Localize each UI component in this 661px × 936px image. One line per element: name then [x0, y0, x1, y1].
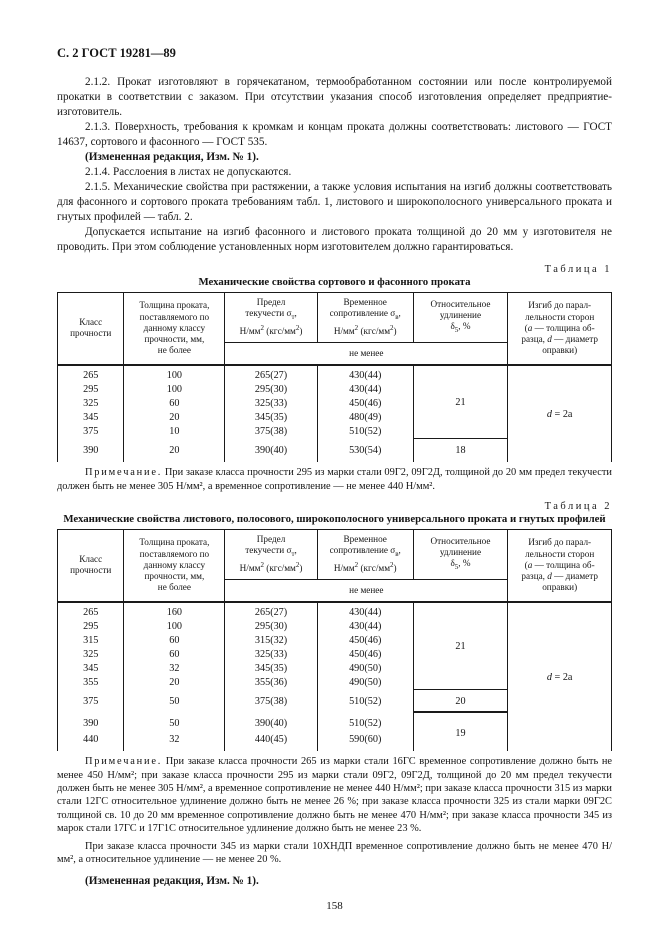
table2 [57, 529, 612, 751]
table-cell: 440 [58, 733, 124, 751]
col-header-not-less: не менее [225, 579, 508, 602]
table-cell-elongation: 20 [413, 690, 508, 713]
table-cell: 265 [58, 602, 124, 620]
table-cell: 530(54) [317, 439, 413, 463]
table-cell: 50 [124, 690, 225, 713]
col-header-not-less: не менее [225, 342, 508, 365]
table-cell: 265(27) [225, 602, 318, 620]
table-cell: 100 [124, 383, 225, 397]
table-cell: 375(38) [225, 690, 318, 713]
col-header-tensile-strength: Временное сопротивление $\sigma_в$, $Н/мм^2$ $(кгс/мм^2)$ [317, 530, 413, 580]
table-cell: 295 [58, 620, 124, 634]
table-cell: 295 [58, 383, 124, 397]
table-cell: 60 [124, 397, 225, 411]
table-cell: 60 [124, 648, 225, 662]
table-cell: 10 [124, 425, 225, 439]
table-cell: 295(30) [225, 620, 318, 634]
table-cell: 325 [58, 397, 124, 411]
col-header-thickness: Толщина проката, поставляемого по данному классу прочности, мм, не более [124, 293, 225, 365]
col-header-elongation: Относительное удлинение $\delta_5$, % [413, 293, 508, 343]
table-cell: 430(44) [317, 602, 413, 620]
table-cell: 430(44) [317, 383, 413, 397]
table-cell: 100 [124, 620, 225, 634]
table1-title: Механические свойства сортового и фасонного проката [198, 276, 471, 288]
paragraph-2-1-4: 2.1.4. Расслоения в листах не допускаются. [85, 166, 292, 178]
table-cell: 345(35) [225, 411, 318, 425]
table-cell: 430(44) [317, 620, 413, 634]
table-cell-elongation: 18 [413, 439, 508, 463]
table-cell: 590(60) [317, 733, 413, 751]
table-cell: 450(46) [317, 634, 413, 648]
table-cell: 20 [124, 411, 225, 425]
table2-label: Таблица 2 [544, 501, 612, 513]
table-cell: 450(46) [317, 648, 413, 662]
note-label: Примечание. [85, 467, 163, 479]
table-cell: 20 [124, 439, 225, 463]
table-cell-bend: d = 2a [508, 365, 612, 463]
table-cell: 60 [124, 634, 225, 648]
table-cell: 355 [58, 676, 124, 690]
table-cell: 510(52) [317, 425, 413, 439]
table-cell: 390(40) [225, 712, 318, 733]
table-cell-bend: d = 2a [508, 602, 612, 752]
table-cell: 20 [124, 676, 225, 690]
col-header-yield-strength: Предел текучести $\sigma_т$, $Н/мм^2$ $(кгс/мм^2)$ [225, 530, 318, 580]
table-cell-elongation: 19 [413, 712, 508, 751]
table2-note [57, 755, 612, 835]
table-cell: 480(49) [317, 411, 413, 425]
table1-note [57, 466, 612, 493]
table-cell-elongation: 21 [413, 602, 508, 690]
table-cell: 440(45) [225, 733, 318, 751]
col-header-bend: Изгиб до парал- лельности сторон (a — толщина об- разца, d — диаметр оправки) [508, 293, 612, 365]
table-cell-elongation: 21 [413, 365, 508, 439]
table-cell: 345(35) [225, 662, 318, 676]
table-cell: 265 [58, 365, 124, 383]
paragraph-2-1-2: 2.1.2. Прокат изготовляют в горячекатаном, термообработанном состоянии или после контролируемой прокатки в соответствии с заказом. При отсутствии указания способ изготовления определяет предприятие-изготовитель. [57, 76, 612, 118]
table-cell: 450(46) [317, 397, 413, 411]
table-cell: 32 [124, 662, 225, 676]
table-cell: 375 [58, 425, 124, 439]
amended-note-1: (Измененная редакция, Изм. № 1). [85, 151, 259, 163]
table-cell: 510(52) [317, 712, 413, 733]
table-row [58, 602, 612, 620]
table-cell: 325(33) [225, 648, 318, 662]
page-number: 158 [326, 900, 343, 913]
table-cell: 355(36) [225, 676, 318, 690]
page-header: С. 2 ГОСТ 19281—89 [57, 46, 176, 60]
table-cell: 160 [124, 602, 225, 620]
paragraph-2-1-5: 2.1.5. Механические свойства при растяжении, а также условия испытания на изгиб должны соответствовать для фасонного и сортового проката требованиям табл. 1, листового и широкополосного универсального проката и гнутых профилей — табл. 2. [57, 181, 612, 223]
col-header-bend: Изгиб до парал- лельности сторон (a — толщина об- разца, d — диаметр оправки) [508, 530, 612, 602]
col-header-strength-class: Класс прочности [58, 530, 124, 602]
paragraph-bend-allow: Допускается испытание на изгиб фасонного и листового проката толщиной до 20 мм у изготовителя не проводить. При этом соблюдение установленных норм изготовителем должно гарантироваться. [57, 226, 612, 253]
table-cell: 315 [58, 634, 124, 648]
col-header-thickness: Толщина проката, поставляемого по данному классу прочности, мм, не более [124, 530, 225, 602]
table-cell: 265(27) [225, 365, 318, 383]
table-cell: 375 [58, 690, 124, 713]
table-cell: 390 [58, 439, 124, 463]
table-cell: 325 [58, 648, 124, 662]
table-cell: 490(50) [317, 676, 413, 690]
col-header-strength-class: Класс прочности [58, 293, 124, 365]
table2-note-2: При заказе класса прочности 345 из марки стали 10ХНДП временное сопротивление должно быть не менее 470 Н/мм², а относительное удлинение — не менее 20 %. [57, 840, 612, 866]
table-cell: 375(38) [225, 425, 318, 439]
table-cell: 325(33) [225, 397, 318, 411]
amended-note-2: (Измененная редакция, Изм. № 1). [85, 875, 259, 888]
table-cell: 100 [124, 365, 225, 383]
note-text: При заказе класса прочности 265 из марки стали 16ГС временное сопротивление должно быть не менее 450 Н/мм²; при заказе класса прочности 295 из марки стали 09Г2, 09Г2Д, толщиной до 20 мм предел текучести должен быть не менее 305 Н/мм², а временное сопротивление не менее 440 Н/мм²; при заказе класса прочности 315 из марки стали 12ГС относительное удлинение должно быть не менее 26 %; при заказе класса прочности 325 из стали марки 09Г2С толщиной св. 10 до 20 мм временное сопротивление должно быть не менее 470 Н/мм²; при заказе класса прочности 345 из марок стали 17ГС и 17Г1С относительное удлинение должно быть не менее 23 %. [57, 756, 612, 835]
col-header-tensile-strength: Временное сопротивление $\sigma_в$, $Н/мм^2$ $(кгс/мм^2)$ [317, 293, 413, 343]
table-cell: 390(40) [225, 439, 318, 463]
note-label: Примечание. [85, 756, 163, 768]
table-cell: 315(32) [225, 634, 318, 648]
table2-title: Механические свойства листового, полосового, широкополосного универсального проката и гнутых профилей [63, 513, 606, 526]
table1 [57, 292, 612, 462]
table-cell: 510(52) [317, 690, 413, 713]
col-header-yield-strength: Предел текучести $\sigma_т$, $Н/мм^2$ $(кгс/мм^2)$ [225, 293, 318, 343]
col-header-elongation: Относительное удлинение $\delta_5$, % [413, 530, 508, 580]
table-cell: 50 [124, 712, 225, 733]
table1-label: Таблица 1 [544, 264, 612, 275]
table-cell: 430(44) [317, 365, 413, 383]
table-cell: 490(50) [317, 662, 413, 676]
table-cell: 32 [124, 733, 225, 751]
table-cell: 345 [58, 411, 124, 425]
table-row [58, 365, 612, 383]
paragraph-2-1-3: 2.1.3. Поверхность, требования к кромкам и концам проката должны соответствовать: листового — ГОСТ 14637, сортового и фасонного — ГОСТ 535. [57, 121, 612, 148]
table-cell: 295(30) [225, 383, 318, 397]
table-cell: 345 [58, 662, 124, 676]
table-cell: 390 [58, 712, 124, 733]
note-text: При заказе класса прочности 295 из марки стали 09Г2, 09Г2Д, толщиной до 20 мм предел текучести должен быть не менее 305 Н/мм², а временное сопротивление — не менее 440 Н/мм². [57, 467, 612, 492]
